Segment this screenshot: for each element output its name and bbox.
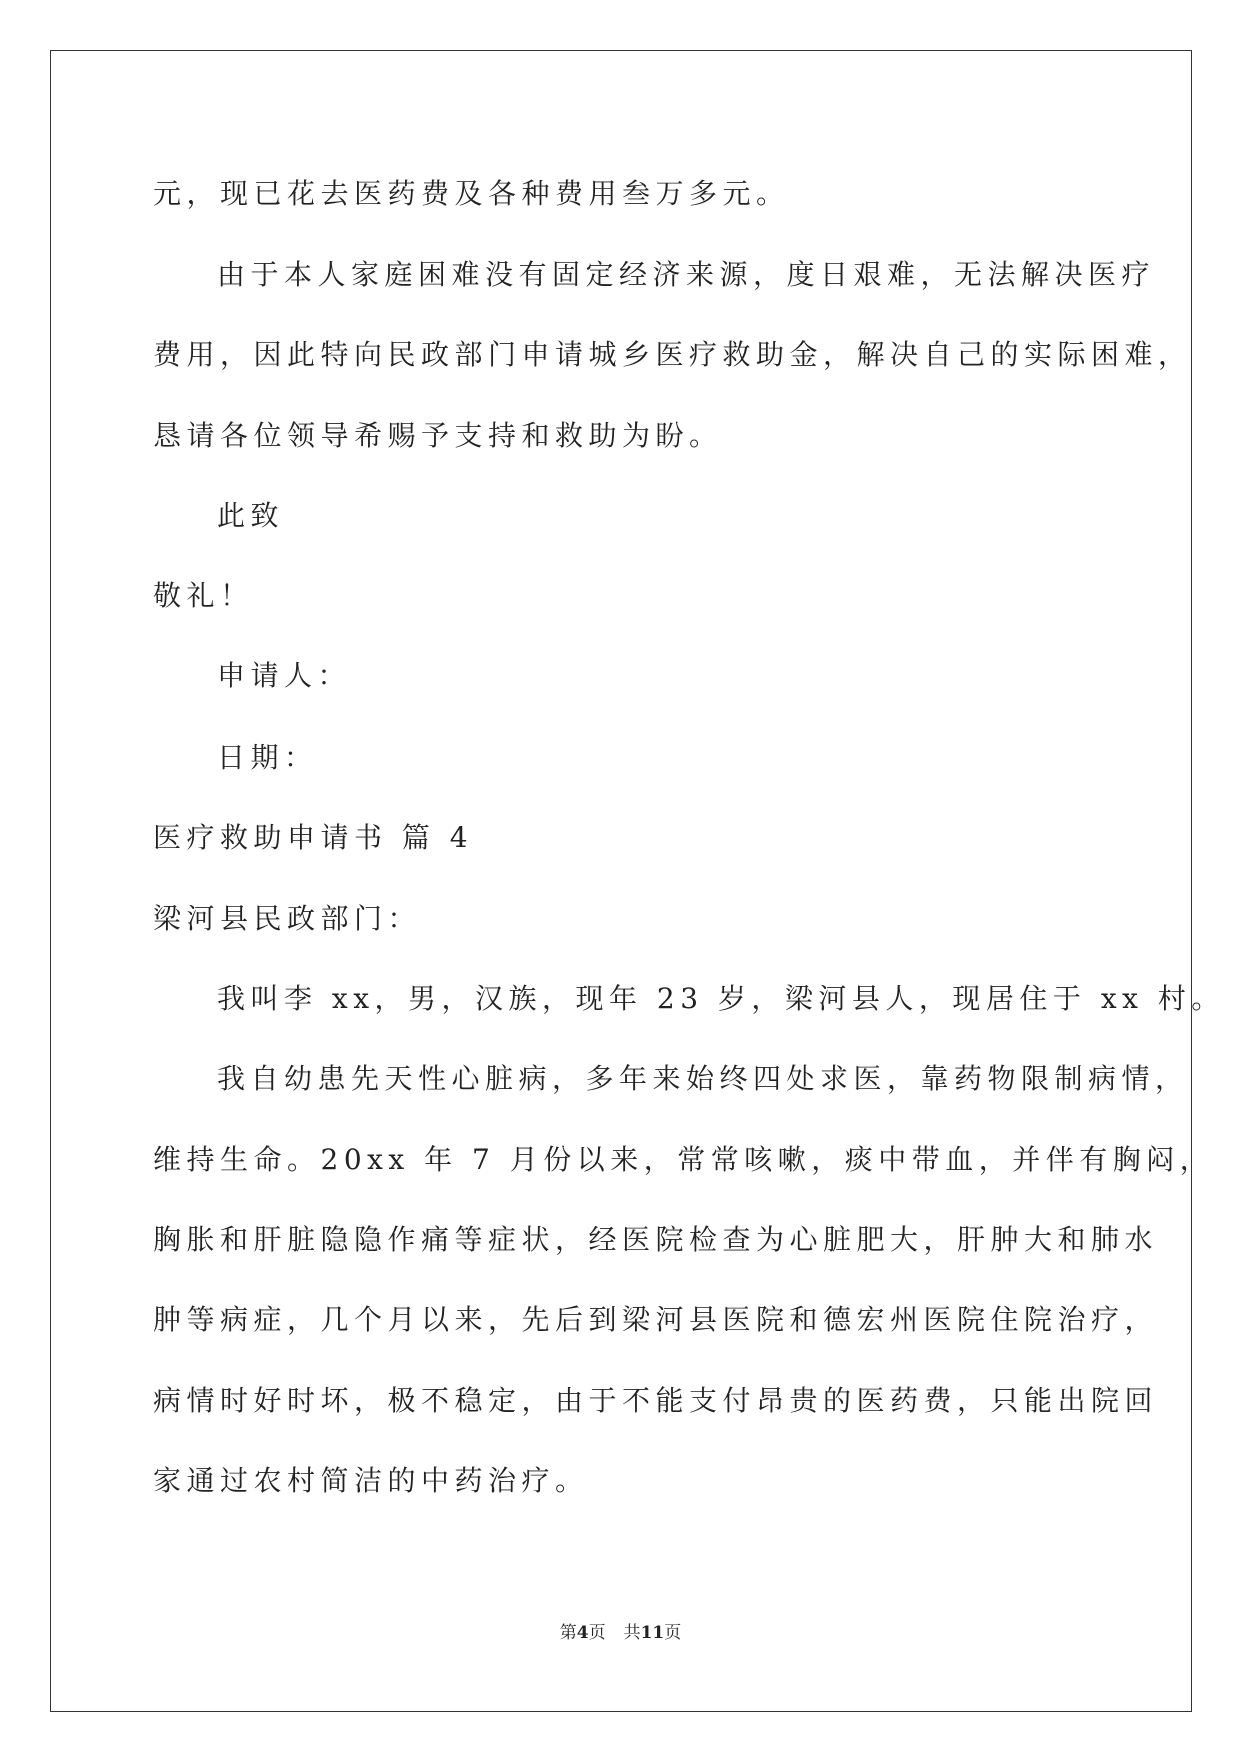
page-number: 4 <box>576 1623 589 1643</box>
body-line: 肿等病症，几个月以来，先后到梁河县医院和德宏州医院住院治疗， <box>153 1303 1159 1336</box>
page-suffix: 页 <box>588 1623 606 1643</box>
section-title: 医疗救助申请书 篇 4 <box>153 821 474 854</box>
body-line: 胸胀和肝脏隐隐作痛等症状，经医院检查为心脏肥大，肝肿大和肺水 <box>153 1223 1159 1256</box>
body-line: 维持生命。20xx 年 7 月份以来，常常咳嗽，痰中带血，并伴有胸闷， <box>153 1143 1214 1176</box>
body-line: 家通过农村简洁的中药治疗。 <box>153 1464 589 1497</box>
page-prefix: 第 <box>559 1623 577 1643</box>
applicant-label: 申请人： <box>217 659 352 692</box>
body-line: 我叫李 xx，男，汉族，现年 23 岁，梁河县人，现居住于 xx 村。 <box>217 982 1225 1015</box>
page-footer <box>0 1618 1241 1643</box>
recipient-line: 梁河县民政部门： <box>153 902 422 935</box>
body-line: 恳请各位领导希赐予支持和救助为盼。 <box>153 419 723 452</box>
total-suffix: 页 <box>664 1623 682 1643</box>
closing-line: 此致 <box>217 499 285 532</box>
date-label: 日期： <box>217 741 318 774</box>
body-line: 元，现已花去医药费及各种费用叁万多元。 <box>153 177 790 210</box>
body-line: 我自幼患先天性心脏病，多年来始终四处求医，靠药物限制病情， <box>217 1062 1189 1095</box>
total-prefix: 共 <box>623 1623 641 1643</box>
salutation-line: 敬礼！ <box>153 579 254 612</box>
body-line: 由于本人家庭困难没有固定经济来源，度日艰难，无法解决医疗 <box>217 258 1156 291</box>
body-line: 病情时好时坏，极不稳定，由于不能支付昂贵的医药费，只能出院回 <box>153 1384 1159 1417</box>
body-line: 费用，因此特向民政部门申请城乡医疗救助金，解决自己的实际困难， <box>153 338 1192 371</box>
total-pages: 11 <box>640 1623 665 1643</box>
